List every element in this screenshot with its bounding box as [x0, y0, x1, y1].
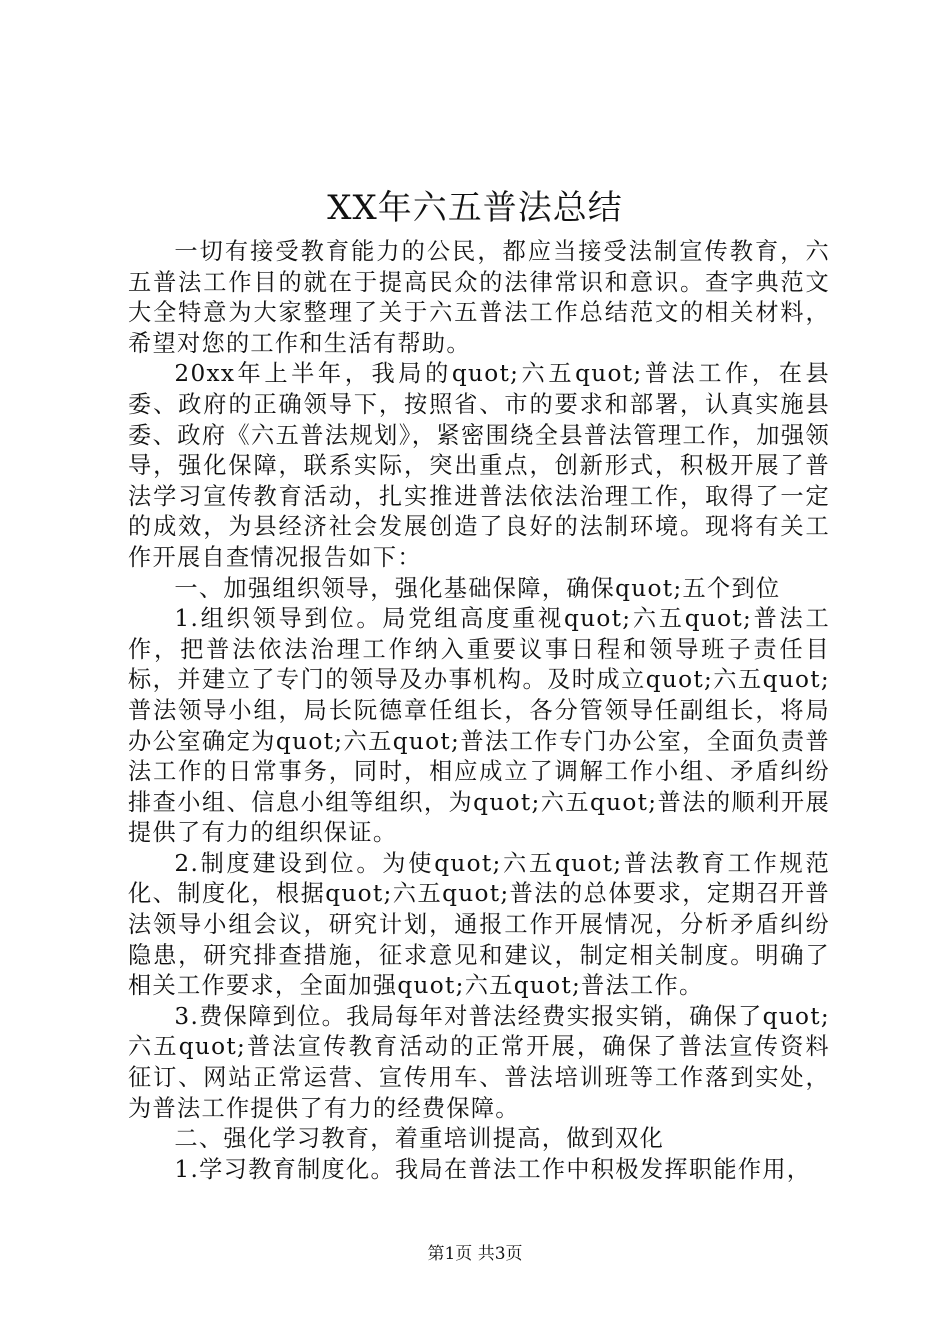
paragraph-intro: 一切有接受教育能力的公民，都应当接受法制宣传教育，六五普法工作目的就在于提高民众的法律常识和意识。查字典范文大全特意为大家整理了关于六五普法工作总结范文的相关材料，希望对您的工作和生活有帮助。 [128, 238, 830, 357]
paragraph-overview: 20xx年上半年，我局的quot;六五quot;普法工作，在县委、政府的正确领导下，按照省、市的要求和部署，认真实施县委、政府《六五普法规划》，紧密围绕全县普法管理工作，加强领导，强化保障，联系实际，突出重点，创新形式，积极开展了普法学习宣传教育活动，扎实推进普法依法治理工作，取得了一定的成效，为县经济社会发展创造了良好的法制环境。现将有关工作开展自查情况报告如下： [128, 360, 830, 571]
document-title: XX年六五普法总结 [327, 188, 623, 228]
paragraph-education: 1.学习教育制度化。我局在普法工作中积极发挥职能作用， [174, 1155, 812, 1183]
page-number-footer: 第1页 共3页 [427, 1244, 523, 1264]
document-body [128, 237, 830, 1185]
paragraph-system: 2.制度建设到位。为使quot;六五quot;普法教育工作规范化、制度化，根据quot;六五quot;普法的总体要求，定期召开普法领导小组会议，研究计划，通报工作开展情况，分析矛盾纠纷隐患，研究排查措施，征求意见和建议，制定相关制度。明确了相关工作要求，全面加强quot;六五quot;普法工作。 [128, 849, 830, 1000]
section-heading-2: 二、强化学习教育，着重培训提高，做到双化 [174, 1125, 665, 1153]
paragraph-organization: 1.组织领导到位。局党组高度重视quot;六五quot;普法工作，把普法依法治理工作纳入重要议事日程和领导班子责任目标，并建立了专门的领导及办事机构。及时成立quot;六五quot;普法领导小组，局长阮德章任组长，各分管领导任副组长，将局办公室确定为quot;六五quot;普法工作专门办公室，全面负责普法工作的日常事务，同时，相应成立了调解工作小组、矛盾纠纷排查小组、信息小组等组织，为quot;六五quot;普法的顺利开展提供了有力的组织保证。 [128, 605, 830, 847]
section-heading-1: 一、加强组织领导，强化基础保障，确保quot;五个到位 [174, 574, 781, 602]
paragraph-funding: 3.费保障到位。我局每年对普法经费实报实销，确保了quot;六五quot;普法宣传教育活动的正常开展，确保了普法宣传资料征订、网站正常运营、宣传用车、普法培训班等工作落到实处，为普法工作提供了有力的经费保障。 [128, 1002, 830, 1122]
